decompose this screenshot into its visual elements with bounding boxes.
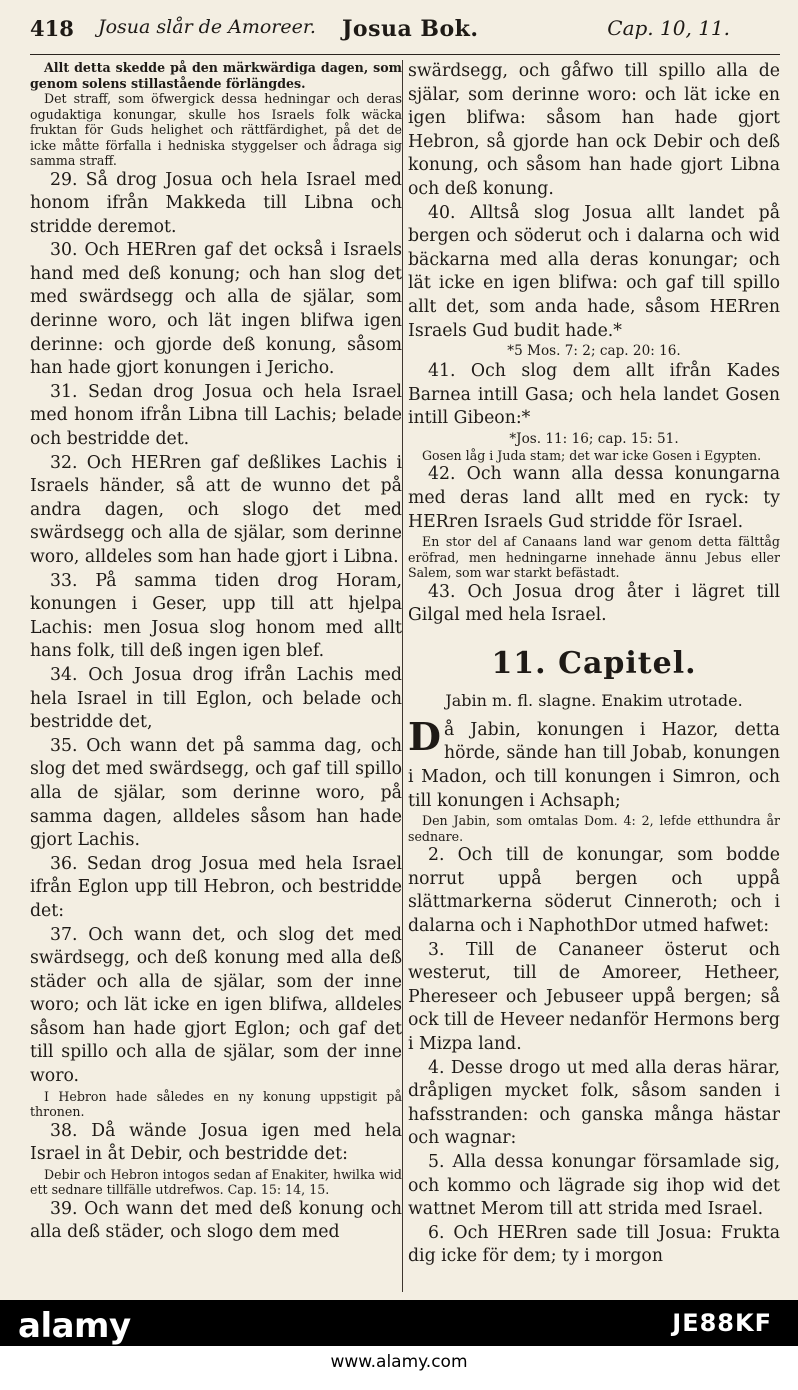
- running-header: [30, 16, 780, 56]
- commentary-note: [30, 1089, 402, 1120]
- right-column: [408, 60, 780, 1292]
- paragraph-text: 29. Så drog Josua och hela Israel med honom ifrån Makkeda till Libna och stridde deremot.: [30, 169, 402, 237]
- paragraph-text: 6. Och HERren sade till Josua: Frukta dig icke för dem; ty i morgon: [408, 1222, 780, 1267]
- drop-cap: D: [408, 713, 441, 759]
- verse: [408, 1057, 780, 1151]
- cross-reference: [408, 431, 780, 448]
- paragraph-text: Allt detta skedde på den märkwärdiga dagen, som genom solens stillastående förlängdes.: [30, 60, 402, 91]
- verse: [30, 381, 402, 452]
- paragraph-text: 37. Och wann det, och slog det med swärdsegg, och deß konung med alla deß städer och alla de själar, som der inne woro; och lät icke en igen blifwa, alldeles såsom han hade gjort Eglon; och gaf det till spillo och alla de själar, som der inne woro.: [30, 924, 402, 1087]
- commentary-note: [30, 91, 402, 169]
- paragraph-text: 4. Desse drogo ut med alla deras härar, dråpligen mycket folk, såsom sanden i hafsstranden: och ganska många hästar och wagnar:: [408, 1057, 780, 1149]
- paragraph-text: 43. Och Josua drog åter i lägret till Gilgal med hela Israel.: [408, 581, 780, 626]
- paragraph-text: En stor del af Canaans land war genom detta fälttåg eröfrad, men hedningarne innehade ännu Jebus eller Salem, som war starkt befästadt.: [408, 534, 780, 581]
- paragraph-text: 30. Och HERren gaf det också i Israels hand med deß konung; och han slog det med swärdsegg och alla de själar, som derinne woro, och lät ingen blifwa igen derinne: och gjorde deß konung, såsom han hade gjort konungen i Jericho.: [30, 240, 402, 379]
- paragraph-text: 5. Alla dessa konungar församlade sig, och kommo och lägrade sig ihop wid det wattnet Merom till att strida med Israel.: [408, 1151, 780, 1220]
- verse: [408, 463, 780, 534]
- watermark-footer: [0, 1300, 798, 1390]
- right-column-chapter-11: [408, 713, 780, 1269]
- footer-url: www.alamy.com: [330, 1352, 468, 1372]
- commentary-note: [30, 60, 402, 91]
- paragraph-text: *5 Mos. 7: 2; cap. 20: 16.: [507, 343, 681, 360]
- paragraph-text: 35. Och wann det på samma dag, och slog det med swärdsegg, och gaf till spillo alla de själar, som derinne woro, på samma dagen, alldeles såsom han hade gjort Lachis.: [30, 735, 402, 851]
- verse: [30, 1120, 402, 1167]
- paragraph-text: Det straff, som öfwergick dessa hedningar och deras ogudaktiga konungar, skulle hos Israels folk wäcka fruktan för Guds helighet och rättfärdighet, på det de icke måtte förfalla i hedniska styggelser och ådraga sig samma straff.: [30, 91, 402, 168]
- verse: [408, 202, 780, 344]
- verse: [408, 1222, 780, 1269]
- alamy-logo: alamy: [18, 1306, 131, 1346]
- paragraph-text: 3. Till de Cananeer österut och westerut, till de Amoreer, Hetheer, Phereseer och Jebuseer uppå bergen; så ock till de Heveer nedanför Hermons berg i Mizpa land.: [408, 939, 780, 1054]
- column-divider: [402, 60, 403, 1292]
- page-number: 418: [30, 16, 74, 41]
- right-column-chapter-10: [408, 60, 780, 628]
- paragraph-text: å Jabin, konungen i Hazor, detta hörde, sände han till Jobab, konungen i Madon, och till konungen i Simron, och till konungen i Achsaph;: [408, 719, 780, 811]
- verse: [408, 360, 780, 431]
- commentary-note: [30, 1167, 402, 1198]
- header-chapter-ref: Cap. 10, 11.: [607, 16, 730, 40]
- commentary-note: [408, 534, 780, 581]
- verse: [30, 452, 402, 570]
- commentary-note: [408, 813, 780, 844]
- paragraph-text: 39. Och wann det med deß konung och alla deß städer, och slogo dem med: [30, 1198, 402, 1243]
- chapter-summary: Jabin m. fl. slagne. Enakim utrotade.: [445, 690, 743, 710]
- image-id: JE88KF: [672, 1309, 772, 1337]
- watermark-band: [0, 1300, 798, 1346]
- verse: [30, 924, 402, 1089]
- paragraph-text: 33. På samma tiden drog Horam, konungen i Geser, upp till att hjelpa Lachis: men Josua slog honom med allt hans folk, till deß ingen igen blef.: [30, 570, 402, 662]
- verse: [408, 60, 780, 202]
- cross-reference: [408, 343, 780, 360]
- commentary-note: [408, 448, 780, 464]
- verse: [408, 844, 780, 938]
- paragraph-text: 32. Och HERren gaf deßlikes Lachis i Israels händer, så att de wunno det på andra dagen, och slogo det med swärdsegg och alla de själar, som derinne woro, alldeles som han hade gjort i Libna.: [30, 452, 402, 567]
- left-column: [30, 60, 402, 1292]
- header-book-title: Josua Bok.: [342, 16, 479, 42]
- paragraph-text: 31. Sedan drog Josua och hela Israel med honom ifrån Libna till Lachis; belade och bestridde det.: [30, 381, 402, 450]
- paragraph-text: 41. Och slog dem allt ifrån Kades Barnea intill Gasa; och hela landet Gosen intill Gibeon:*: [408, 361, 780, 429]
- paragraph-text: 38. Då wände Josua igen med hela Israel in åt Debir, och bestridde det:: [30, 1120, 402, 1165]
- verse: [30, 169, 402, 240]
- verse: [30, 853, 402, 924]
- verse: [30, 1198, 402, 1245]
- verse: [408, 939, 780, 1057]
- verse: [30, 570, 402, 664]
- chapter-heading: 11. Capitel.: [491, 645, 697, 681]
- paragraph-text: 34. Och Josua drog ifrån Lachis med hela Israel in till Eglon, och belade och bestridde det,: [30, 664, 402, 733]
- paragraph-text: 36. Sedan drog Josua med hela Israel ifrån Eglon upp till Hebron, och bestridde det:: [30, 853, 402, 921]
- paragraph-text: I Hebron hade således en ny konung uppstigit på thronen.: [30, 1088, 402, 1120]
- paragraph-text: Gosen låg i Juda stam; det war icke Gosen i Egypten.: [422, 447, 762, 463]
- paragraph-text: 2. Och till de konungar, som bodde norrut uppå bergen och uppå slättmarkerna söderut Cinneroth; och i dalarna och i NaphothDor utmed hafwet:: [408, 845, 780, 937]
- paragraph-text: Den Jabin, som omtalas Dom. 4: 2, lefde etthundra år sednare.: [408, 813, 780, 844]
- verse: [408, 713, 780, 813]
- paragraph-text: swärdsegg, och gåfwo till spillo alla de själar, som derinne woro: och lät icke en igen blifwa: såsom han hade gjort Hebron, så gjorde han ock Debir och deß konung, och såsom han hade gjort Libna och deß konung.: [408, 61, 780, 199]
- verse: [30, 239, 402, 381]
- paragraph-text: 42. Och wann alla dessa konungarna med deras land allt med en ryck: ty HERren Israels Gud stridde för Israel.: [408, 464, 780, 532]
- paragraph-text: *Jos. 11: 16; cap. 15: 51.: [509, 430, 679, 447]
- paragraph-text: 40. Alltså slog Josua allt landet på bergen och söderut och i dalarna och wid bäckarna med alla deras konungar; och lät icke en igen blifwa: och gaf till spillo allt det, som anda hade, såsom HERren Israels Gud budit hade.*: [408, 202, 780, 341]
- paragraph-text: Debir och Hebron intogos sedan af Enakiter, hwilka wid ett sednare tillfälle utdrefwos. Cap. 15: 14, 15.: [30, 1166, 402, 1198]
- header-left-title: Josua slår de Amoreer.: [98, 16, 316, 38]
- verse: [408, 581, 780, 628]
- verse: [30, 664, 402, 735]
- verse: [30, 735, 402, 853]
- verse: [408, 1151, 780, 1222]
- header-rule: [30, 54, 780, 55]
